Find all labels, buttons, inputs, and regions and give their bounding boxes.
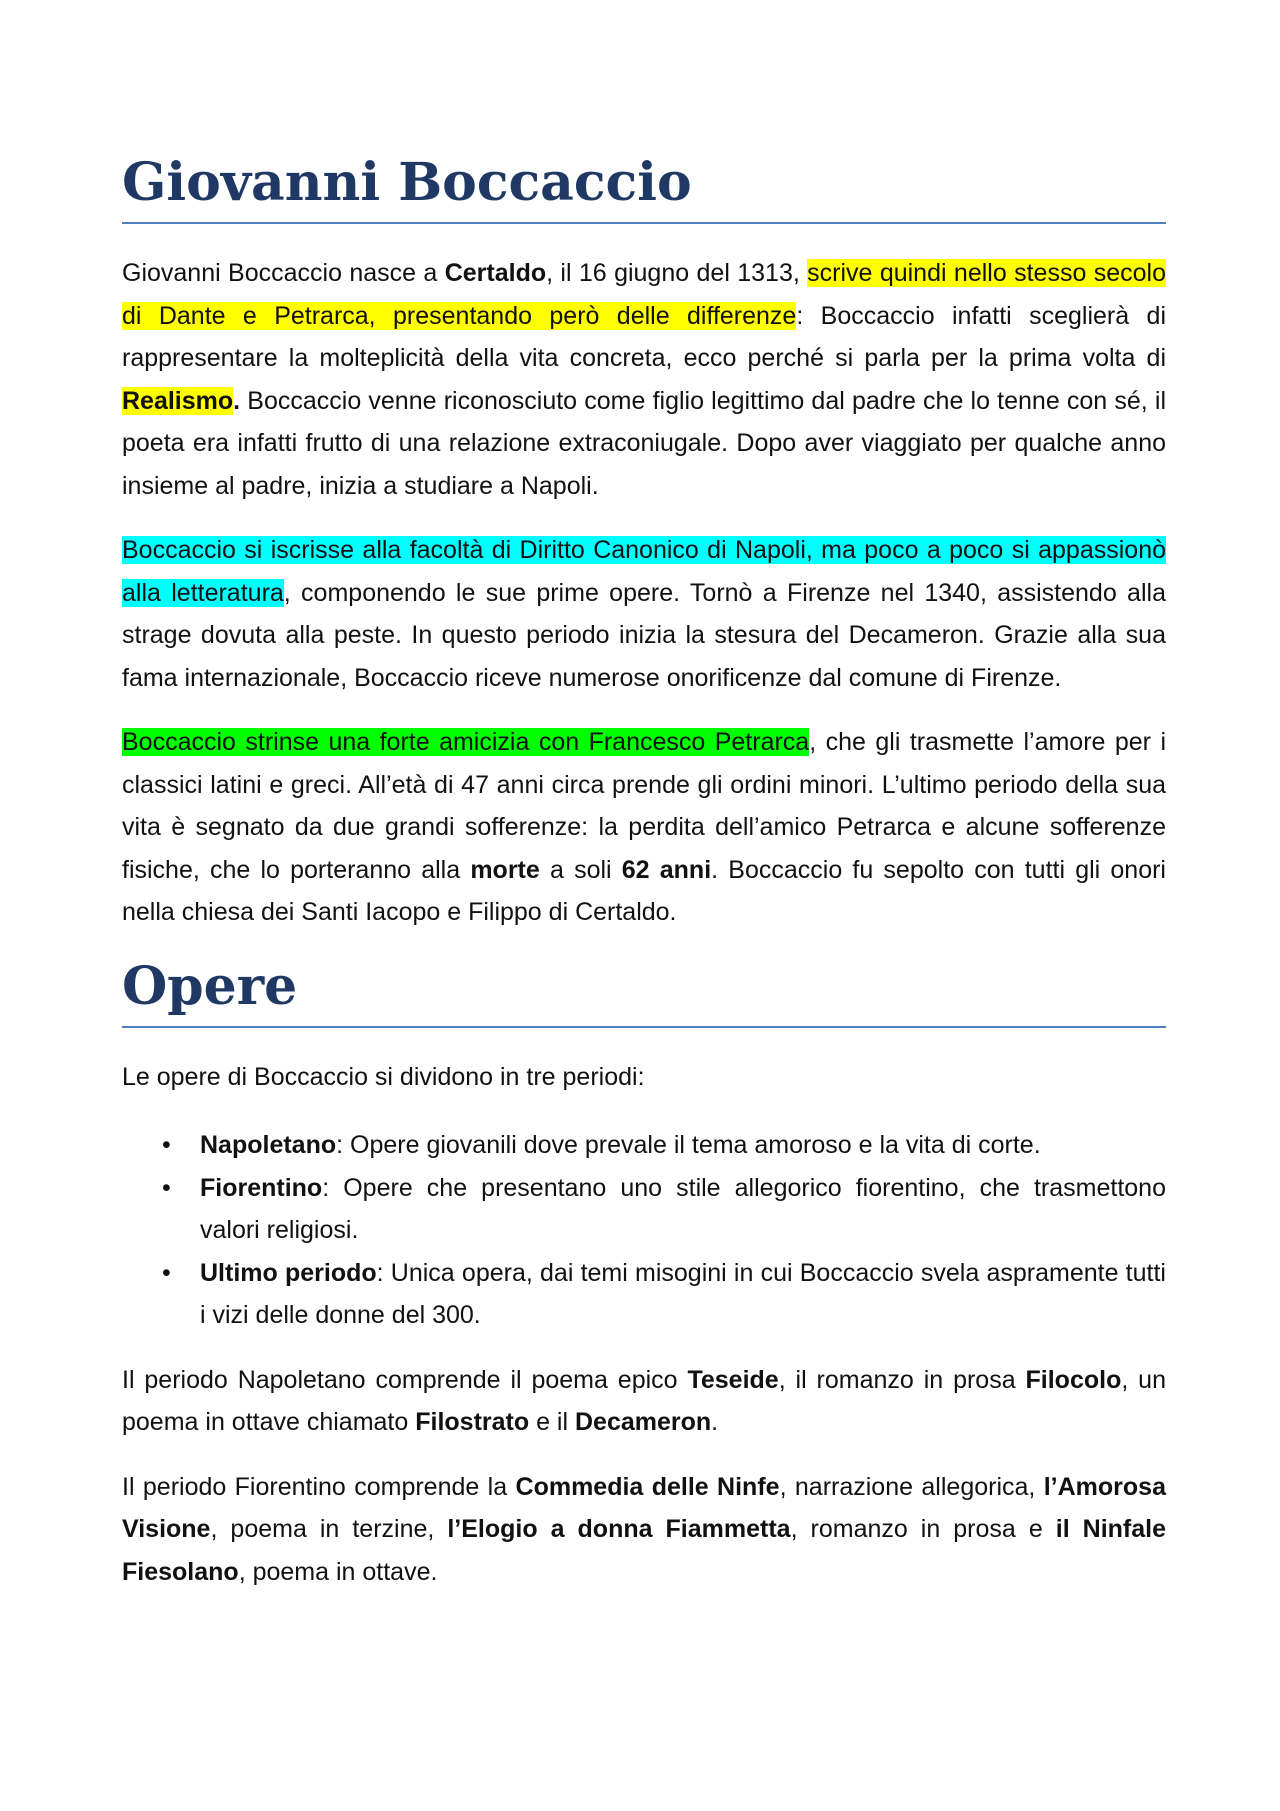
bold-text: Commedia delle Ninfe (515, 1472, 780, 1501)
text-run: , il 16 giugno del 1313, (546, 259, 808, 287)
bold-text: Filostrato (415, 1408, 530, 1436)
text-run: , componendo le sue prime opere. Tornò a Firenze nel 1340, assistendo alla strage dovuta alla peste. In questo periodo inizia la stesura del Decameron. Grazie alla sua fama internazionale, Boccaccio riceve numerose onorificenze dal comune di Firenze. (122, 578, 1166, 692)
text-run: Il periodo Fiorentino comprende la (122, 1472, 516, 1501)
periods-list (122, 1124, 1166, 1337)
bullet-icon: • (162, 1258, 171, 1287)
bold-text: Decameron (575, 1408, 712, 1436)
bold-text: l’Amorosa Visione (122, 1472, 1166, 1543)
text-run: a soli (539, 855, 622, 884)
heading-giovanni-boccaccio: Giovanni Boccaccio (122, 150, 1166, 224)
document-content (122, 150, 1166, 1593)
bold-text: Fiorentino (200, 1173, 323, 1202)
bold-text: . (233, 386, 241, 415)
paragraph-studies-napoli (122, 529, 1166, 699)
bold-text: Ultimo periodo (200, 1258, 377, 1287)
bold-text: Napoletano (200, 1131, 337, 1159)
paragraph-biography-intro (122, 252, 1166, 507)
bold-text: Teseide (687, 1365, 779, 1394)
text-run: Boccaccio venne riconosciuto come figlio legittimo dal padre che lo tenne con sé, il poeta era infatti frutto di una relazione extraconiugale. Dopo aver viaggiato per qualche anno insieme al padre, inizia a studiare a Napoli. (122, 386, 1166, 500)
paragraph-opere-intro: Le opere di Boccaccio si dividono in tre periodi: (122, 1062, 645, 1091)
heading-opere: Opere (122, 954, 1166, 1028)
text-run: : Boccaccio infatti sceglierà di rappresentare la molteplicità della vita concreta, ecco perché si parla per la prima volta di (122, 301, 1166, 372)
highlighted-text: Boccaccio si iscrisse alla facoltà di Diritto Canonico di Napoli, ma poco a poco si appassionò alla letteratura (122, 536, 1166, 607)
bullet-icon: • (162, 1173, 171, 1202)
text-run: . Boccaccio fu sepolto con tutti gli onori nella chiesa dei Santi Iacopo e Filippo di Certaldo. (122, 855, 1166, 926)
list-item-ultimo-periodo (122, 1252, 1166, 1337)
text-run: , romanzo in prosa e (790, 1515, 1056, 1543)
text-run: , che gli trasmette l’amore per i classici latini e greci. All’età di 47 anni circa prende gli ordini minori. L’ultimo periodo della sua vita è segnato da due grandi sofferenze: la perdita dell’amico Petrarca e alcune sofferenze fisiche, che lo porteranno alla (122, 728, 1167, 884)
highlighted-text: scrive quindi nello stesso secolo di Dante e Petrarca, presentando però delle differenze (122, 259, 1166, 330)
list-item-text (200, 1131, 1041, 1159)
text-run: . (711, 1408, 719, 1436)
list-item-napoletano (122, 1124, 1166, 1167)
text-run: , poema in ottave. (238, 1557, 438, 1586)
text-run: : Unica opera, dai temi misogini in cui Boccaccio svela aspramente tutti i vizi delle donne del 300. (200, 1258, 1166, 1329)
list-item-text (200, 1174, 1166, 1245)
highlighted-text: Boccaccio strinse una forte amicizia con Francesco Petrarca (122, 728, 810, 756)
text-run: , il romanzo in prosa (778, 1365, 1026, 1394)
text-run: , poema in terzine, (210, 1515, 448, 1543)
bold-text: Certaldo (444, 259, 547, 287)
text-run: : Opere che presentano uno stile allegorico fiorentino, che trasmettono valori religiosi. (200, 1173, 1166, 1244)
text-run: Giovanni Boccaccio nasce a (122, 259, 445, 287)
bold-highlighted-text: Realismo (122, 386, 234, 415)
list-item-fiorentino (122, 1167, 1166, 1252)
text-run: Il periodo Napoletano comprende il poema epico (122, 1365, 688, 1394)
bold-text: il Ninfale Fiesolano (122, 1515, 1167, 1586)
bold-text: Filocolo (1025, 1365, 1122, 1394)
text-run: : Opere giovanili dove prevale il tema amoroso e la vita di corte. (336, 1131, 1041, 1159)
paragraph-petrarca-friendship (122, 721, 1166, 934)
list-item-text (200, 1259, 1166, 1330)
bold-text: 62 anni (621, 855, 712, 884)
bold-text: l’Elogio a donna Fiammetta (447, 1515, 791, 1543)
text-run: , un poema in ottave chiamato (122, 1365, 1166, 1436)
paragraph-periodo-napoletano (122, 1359, 1166, 1444)
paragraph-periodo-fiorentino (122, 1466, 1166, 1594)
text-run: , narrazione allegorica, (779, 1472, 1044, 1501)
bullet-icon: • (162, 1131, 171, 1159)
bold-text: morte (470, 855, 540, 884)
text-run: e il (529, 1408, 575, 1436)
